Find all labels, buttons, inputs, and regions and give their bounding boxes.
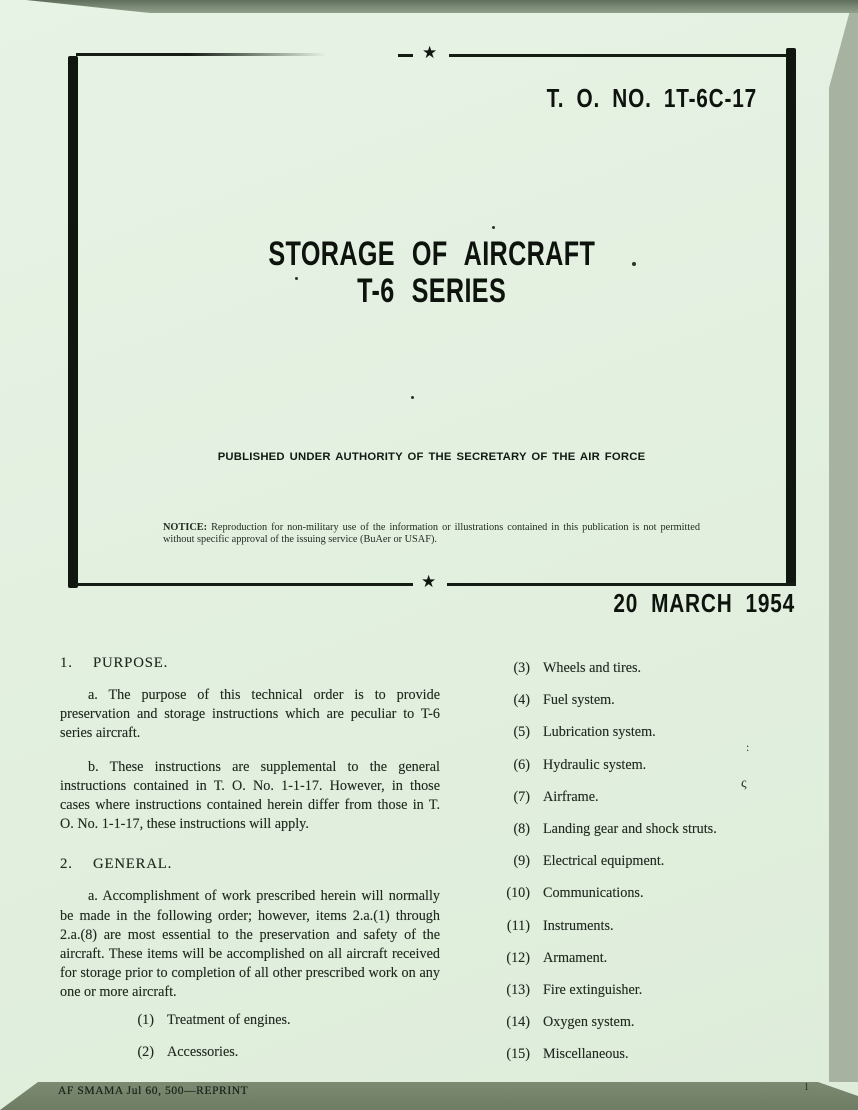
list-item-number: (11) [506,917,530,934]
list-item-text: Accessories. [167,1043,239,1060]
section-title: GENERAL. [93,856,173,873]
list-item-text: Hydraulic system. [543,756,647,773]
section-number: 2. [60,856,73,873]
list-item-text: Treatment of engines. [167,1011,291,1028]
top-rule-dash [398,54,413,57]
authority-line: PUBLISHED UNDER AUTHORITY OF THE SECRETARY OF THE AIR FORCE [217,451,646,463]
scan-speck [632,262,636,266]
border-left-bar [68,56,78,588]
top-rule-left-segment [76,53,326,56]
list-item-text: Lubrication system. [543,724,656,741]
list-item [488,1045,808,1064]
list-item-text: Electrical equipment. [543,853,665,870]
list-item-text: Oxygen system. [543,1014,635,1031]
list-item-number: (1) [137,1011,154,1028]
list-item-number: (5) [513,724,530,741]
technical-order-number [494,83,757,114]
list-item [488,917,808,936]
section-heading-purpose [60,655,440,672]
list-item [488,659,808,678]
section-number: 1. [60,655,73,671]
list-item [488,852,808,871]
page-number-mark: 1 [804,1082,809,1093]
list-item-text: Instruments. [543,917,614,934]
list-item [488,820,808,839]
list-item [488,981,808,1000]
section-heading-general [60,856,440,873]
list-item [488,884,808,903]
paragraph: b. These instructions are supplemental to the general instructions contained in T. O. No. 1-1-17. However, in those cases where instructions contained herein differ from those in T. O. No. 1-1-17, these instructions will apply. [60,758,440,833]
scan-artifact-mark: : [746,740,750,754]
ordered-item-list-left [60,1011,440,1062]
notice-paragraph [163,522,700,546]
list-item-number: (9) [513,853,530,870]
list-item-text: Fuel system. [543,692,615,709]
left-column [60,655,440,1075]
list-item-number: (14) [506,1014,530,1031]
list-item-number: (7) [513,788,530,805]
list-item-text: Fire extinguisher. [543,982,643,999]
document-title-line1: STORAGE OF AIRCRAFT [268,235,595,273]
list-item [488,1013,808,1032]
list-item-text: Communications. [543,885,644,902]
list-item-text: Airframe. [543,788,599,805]
list-item [488,788,808,807]
printers-imprint: AF SMAMA Jul 60, 500—REPRINT [58,1085,249,1097]
border-right-bar [786,48,796,584]
list-item-number: (3) [513,660,530,676]
section-title: PURPOSE. [93,655,169,671]
scan-speck [411,396,414,399]
list-item-number: (15) [506,1046,530,1063]
list-item-number: (2) [137,1043,154,1060]
list-item [488,691,808,710]
list-item [488,949,808,968]
paragraph: a. Accomplishment of work prescribed herein will normally be made in the following order; however, items 2.a.(1) through 2.a.(8) are most essential to the preservation and safety of the aircraft. These items will be accomplished on all aircraft received for storage prior to completion of all other prescribed work on any one or more aircraft. [60,888,440,1001]
notice-text: Reproduction for non-military use of the information or illustrations contained in this publication is not permitted without specific approval of the issuing service (BuAer or USAF). [163,522,700,545]
scan-speck [492,226,495,229]
right-column [488,659,808,1078]
document-title [68,236,795,310]
list-item-text: Armament. [543,949,608,966]
technical-order-number-text: T. O. NO. 1T-6C-17 [546,83,757,113]
list-item-number: (12) [506,949,530,966]
list-item-number: (6) [513,756,530,773]
list-item-number: (13) [506,982,530,999]
paragraph: a. The purpose of this technical order is to provide preservation and storage instructions which are peculiar to T-6 series aircraft. [60,687,440,742]
scan-artifact-mark: ς [741,776,747,791]
bottom-rule-right-segment [447,583,796,586]
list-item [118,1011,440,1030]
star-ornament-top: ★ [422,43,438,63]
notice-label: NOTICE: [163,522,208,533]
top-rule-right-segment [449,54,787,57]
list-item-text: Wheels and tires. [543,660,642,676]
document-title-line2: T-6 SERIES [357,272,506,310]
list-item-number: (8) [513,821,530,838]
list-item [488,723,808,742]
publication-date: 20 MARCH 1954 [613,588,795,618]
scan-edge-right [829,13,858,1082]
bottom-rule-left-segment [76,583,413,586]
list-item-number: (4) [513,692,530,709]
list-item-text: Landing gear and shock struts. [543,821,717,838]
list-item-text: Miscellaneous. [543,1046,629,1063]
scan-edge-top [0,0,858,13]
scan-speck [295,277,298,280]
list-item [118,1043,440,1062]
list-item [488,756,808,775]
list-item-number: (10) [506,885,530,902]
star-ornament-bottom: ★ [421,572,437,592]
